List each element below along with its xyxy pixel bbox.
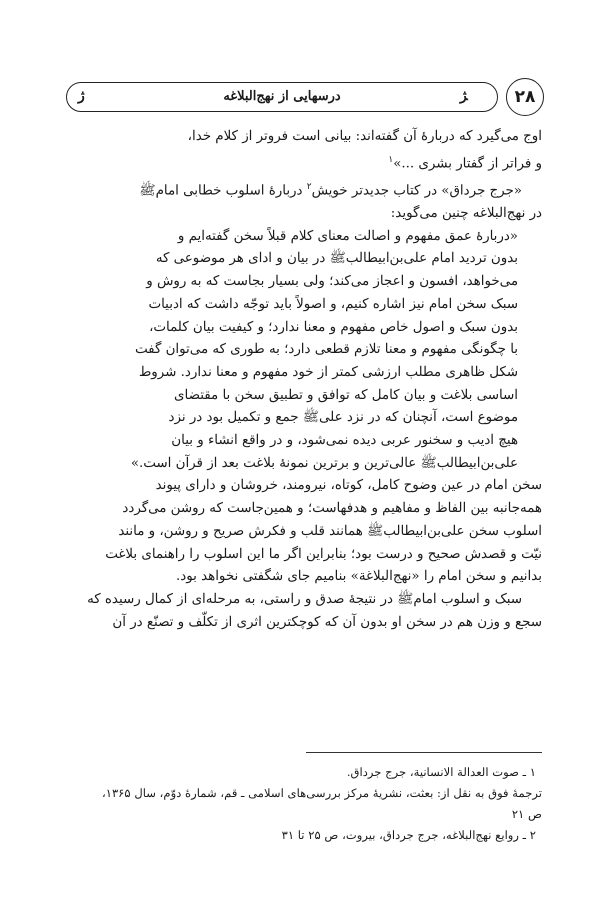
footnote-2: ۲ ـ روایع نهج‌البلاغه، جرج جرداق، بیروت، ص ۲۵ تا ۳۱ [281,828,536,842]
block-quote [64,226,542,476]
text-line: و فراتر از گفتار بشری ...» [393,156,542,172]
footnote-divider [306,752,542,753]
text-line: «جرج جرداق» در کتاب جدیدتر خویش [311,183,522,199]
left-ornament-icon: ﮊ [78,88,85,104]
running-header [66,78,542,118]
footnote-1-translation: ترجمهٔ فوق به نقل از: بعثت، نشریهٔ مرکز بررسی‌های اسلامی ـ قم، شمارهٔ دوّم، سال ۱۳۶۵، [101,786,542,800]
right-ornament-icon: ﮋ [460,88,468,104]
footnote-1-page: ص ۲۱ [511,807,542,821]
page-number-badge [506,78,544,116]
text-line: نیّت و قصدش صحیح و درست بود؛ بنابراین اگر ما این اسلوب را راهنمای بلاغت [105,546,542,562]
page-number: ۲۸ [514,87,536,107]
text-line: دربارهٔ اسلوب خطابی امام [155,183,307,199]
text-line: اوج می‌گیرد که دربارهٔ آن گفته‌اند: بیانی است فروتر از کلام خدا، [187,129,542,144]
quote-line: می‌خواهد، افسون و اعجاز می‌کند؛ ولی بسیار بجاست که به روش و [146,274,518,290]
honorific-icon: ﷺ [139,183,156,199]
text-line: بدانیم و سخن امام را «نهج‌البلاغة» بنامیم جای شگفتی نخواهد بود. [176,569,542,585]
quote-line: با چگونگی مفهوم و معنا تلازم قطعی دارد؛ به طوری که می‌توان گفت [135,342,518,358]
quote-line: بدون سبک و اصول خاص مفهوم و معنا ندارد؛ و کیفیت بیان کلمات، [149,319,518,335]
quote-line: موضوع است، آنچنان که در نزد علیﷺ جمع و تکمیل بود در نزد [168,410,518,426]
book-title: درسهایی از نهج‌البلاغه [223,89,341,104]
footnote-ref-1[interactable]: ۱ [388,154,394,165]
paragraph-jordac [64,176,542,226]
quote-line: «دربارهٔ عمق مفهوم و اصالت معنای کلام قبلاً سخن گفته‌ایم و [177,228,518,244]
paragraph-continued [64,126,542,176]
quote-line: علی‌بن‌ابیطالبﷺ عالی‌ترین و برترین نمونهٔ بلاغت بعد از قرآن است.» [130,455,518,471]
quote-line: هیچ ادیب و سخنور عربی دیده نمی‌شود، و در واقع انشاء و بیان [171,433,518,449]
footnotes [64,762,542,846]
text-line: در نهج‌البلاغه چنین می‌گوید: [390,206,542,222]
quote-line: شکل ظاهری مطلب ارزشی کمتر از خود مفهوم و معنا ندارد. شروط [138,364,518,380]
paragraph-rhyme [64,589,542,634]
text-line: سبک و اسلوب امامﷺ در نتیجهٔ صدق و راستی، به مرحله‌ای از کمال رسیده که [87,592,522,607]
text-line: سجع و وزن هم در سخن او بدون آن که کوچکترین اثری از تکلّف و تصنّع در آن [112,614,542,630]
text-line: اسلوب سخن علی‌بن‌ابیطالبﷺ همانند قلب و فکرش صریح و روشن، و مانند [118,523,542,539]
quote-line: سبک سخن امام نیز اشاره کنیم، و اصولاً باید توجّه داشت که ادبیات [148,296,518,312]
footnote-1: ۱ ـ صوت العدالة الانسانیة، جرج جرداق. [346,765,536,779]
quote-line: اساسی بلاغت و بیان کامل که توافق و تطبیق سخن با مقتضای [174,387,518,403]
paragraph-style [64,475,542,589]
quote-line: بدون تردید امام علی‌بن‌ابیطالبﷺ در بیان و ادای هر موضوعی که [155,251,518,267]
page-body [64,126,542,634]
text-line: سخن امام در عین وضوح کامل، کوتاه، نیرومند، خروشان و دارای پیوند [155,478,542,494]
footnote-ref-2[interactable]: ۲ [306,181,312,192]
text-line: همه‌جانبه بین الفاظ و مفاهیم و هدفهاست؛ و همین‌جاست که روشن می‌گردد [122,501,542,517]
